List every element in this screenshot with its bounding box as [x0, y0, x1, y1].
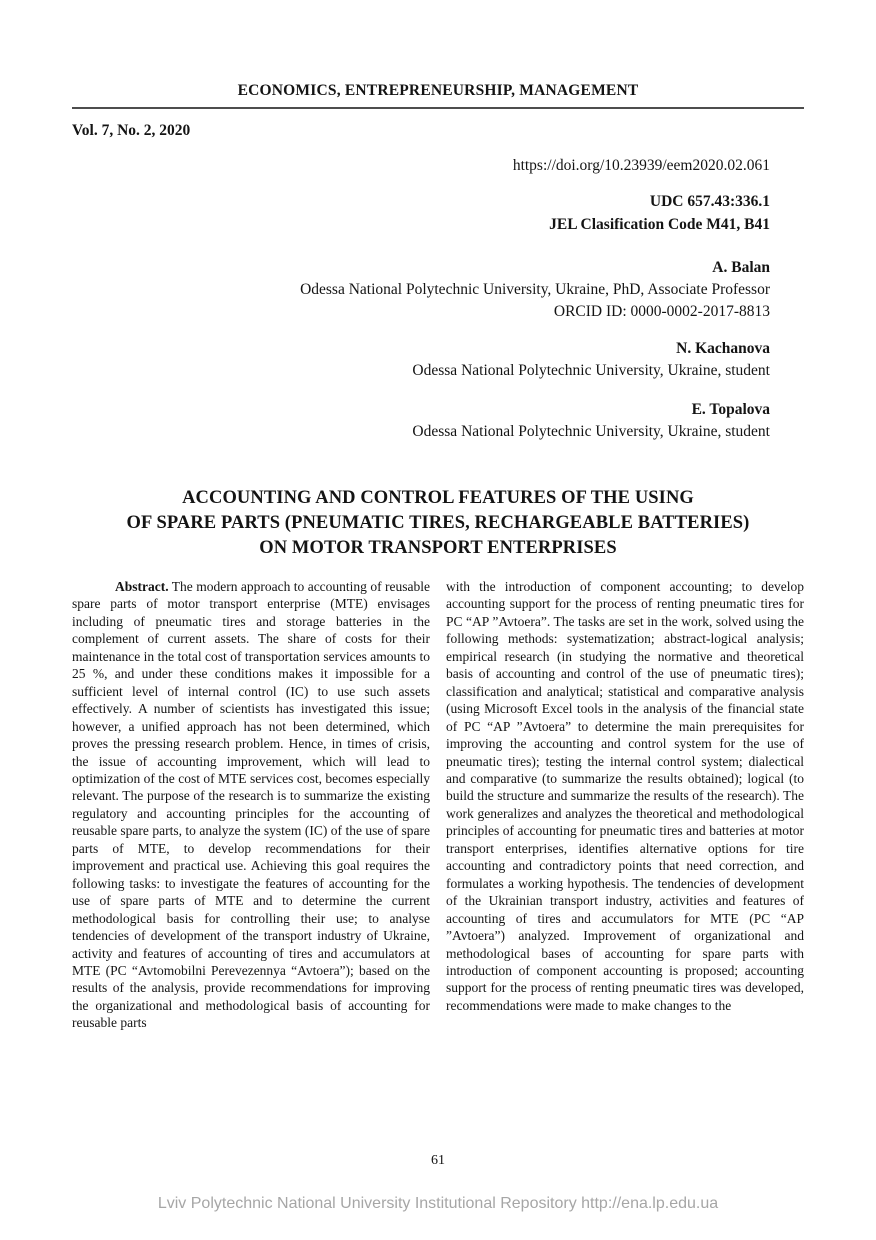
- author-affiliation: Odessa National Polytechnic University, Ukraine, PhD, Associate Professor: [300, 281, 770, 298]
- author-affiliation: Odessa National Polytechnic University, Ukraine, student: [412, 423, 770, 440]
- author-affiliation: Odessa National Polytechnic University, Ukraine, student: [412, 362, 770, 379]
- title-line: OF SPARE PARTS (PNEUMATIC TIRES, RECHARGEABLE BATTERIES): [126, 513, 750, 533]
- author-name: N. Kachanova: [676, 340, 770, 357]
- abstract-section: [72, 578, 804, 1032]
- udc-code: UDC 657.43:336.1: [649, 193, 770, 210]
- author-name: E. Topalova: [691, 401, 770, 418]
- repository-watermark: Lviv Polytechnic National University Institutional Repository http://ena.lp.edu.ua: [157, 1195, 719, 1212]
- abstract-left-column: [72, 578, 430, 1032]
- author-name: A. Balan: [712, 259, 770, 276]
- title-line: ACCOUNTING AND CONTROL FEATURES OF THE USING: [182, 488, 694, 508]
- journal-header: ECONOMICS, ENTREPRENEURSHIP, MANAGEMENT: [72, 82, 804, 109]
- doi-link[interactable]: https://doi.org/10.23939/eem2020.02.061: [512, 157, 770, 174]
- abstract-label: Abstract.: [115, 579, 169, 594]
- abstract-text-left: The modern approach to accounting of reusable spare parts of motor transport enterprise (MTE) envisages including of pneumatic tires and storage batteries in the complement of current assets. The share of costs for their maintenance in the total cost of transportation services amounts to 25 %, and under these conditions makes it impossible for a sufficient level of internal control (IC) to use such assets effectively. A number of scientists has investigated this issue; however, a unified approach has not been determined, which proves the pressing research problem. Hence, in times of crisis, the issue of accounting improvement, which will lead to optimization of the cost of MTE services cost, becomes especially relevant. The purpose of the research is to summarize the existing regulatory and accounting principles for the accounting of reusable spare parts, to analyze the system (IC) of the use of spare parts of MTE, to develop recommendations for their improvement and practical use. Achieving this goal requires the following tasks: to investigate the features of accounting for the use of spare parts of MTE and to determine the current methodological basis for controlling their use; to analyse tendencies of development of the transport industry of Ukraine, activity and features of accounting of tires and accumulators at MTE (PC “Avtomobilni Perevezennya “Avtoera”); based on the results of the analysis, provide recommendations for improving the organizational and methodological basis of accounting for reusable parts: [72, 579, 430, 1031]
- paper-title: [72, 486, 804, 561]
- title-line: ON MOTOR TRANSPORT ENTERPRISES: [259, 538, 617, 558]
- abstract-right-column: [446, 578, 804, 1032]
- author-orcid: ORCID ID: 0000-0002-2017-8813: [553, 303, 770, 320]
- abstract-text-right: with the introduction of component accounting; to develop accounting support for the process of renting pneumatic tires for PC “AP ”Avtoera”. The tasks are set in the work, solved using the following methods: systematization; abstract-logical analysis; empirical research (in studying the normative and theoretical basis of accounting and control of the use of pneumatic tires); classification and analytical; statistical and comparative analysis (using Microsoft Excel tools in the analysis of the financial state of PC “AP ”Avtoera” to determine the main prerequisites for improving the accounting and control system for the use of pneumatic tires); testing the internal control system; dialectical and comparative (to summarize the results obtained); logical (to build the structure and summarize the results of the research). The work generalizes and analyzes the theoretical and methodological principles of accounting for pneumatic tires and batteries at motor transport enterprises, identifies alternative options for tire accounting and contradictory points that need correction, and formulates a working hypothesis. The tendencies of development of the Ukrainian transport industry, activities and features of accounting of tires and accumulators for MTE (PC “AP ”Avtoera”) analyzed. Improvement of organizational and methodological bases of accounting for spare parts with introduction of component accounting is proposed; accounting support for the process of renting pneumatic tires was developed, recommendations were made to make changes to the: [446, 579, 804, 1013]
- volume-label: Vol. 7, No. 2, 2020: [72, 122, 191, 139]
- jel-code: JEL Clasification Code M41, B41: [549, 216, 770, 233]
- page-number: 61: [431, 1153, 445, 1168]
